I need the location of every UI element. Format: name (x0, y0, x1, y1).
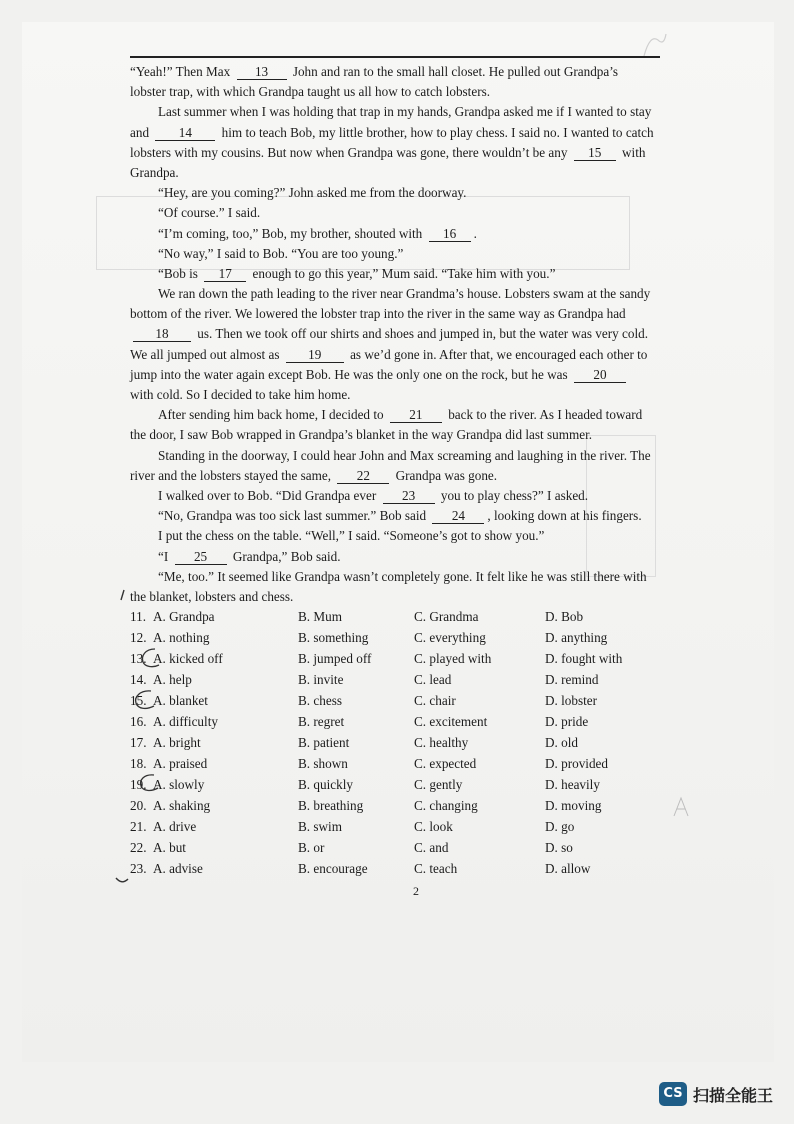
passage-line (130, 143, 678, 163)
option-d: D. anything (545, 630, 608, 645)
option-d: D. provided (545, 756, 608, 771)
passage-text: . (473, 225, 477, 241)
passage-text: you to play chess?” I asked. (437, 487, 589, 503)
passage-line (130, 547, 678, 567)
question-number: 11. (130, 609, 146, 624)
passage-text: “I’m coming, too,” Bob, my brother, shouted with (158, 225, 426, 241)
passage-line (130, 526, 678, 546)
option-a: A. help (153, 672, 192, 687)
passage-line (130, 466, 678, 486)
option-d: D. pride (545, 714, 589, 729)
option-c: C. lead (414, 672, 452, 687)
passage-line (130, 405, 678, 425)
passage-text: Grandpa was gone. (392, 467, 498, 483)
passage-line (130, 284, 678, 304)
answer-options (130, 606, 690, 879)
passage-text: back to the river. As I headed toward (444, 407, 643, 423)
passage-text: , looking down at his fingers. (487, 508, 642, 524)
option-b: B. patient (298, 735, 350, 750)
option-a: A. advise (153, 861, 203, 876)
passage-text: the blanket, lobsters and chess. (130, 588, 294, 604)
question-number: 22. (130, 840, 147, 855)
blank-24: 24 (432, 508, 484, 524)
option-b: B. invite (298, 672, 344, 687)
passage-line (130, 123, 678, 143)
blank-14: 14 (155, 125, 215, 141)
passage-line (130, 506, 678, 526)
question-number: 18. (130, 756, 147, 771)
option-a: A. shaking (153, 798, 211, 813)
option-row (130, 732, 690, 753)
question-number: 21. (130, 819, 147, 834)
passage-text: “I (158, 548, 172, 564)
passage-line (130, 62, 678, 82)
option-row (130, 858, 690, 879)
option-a: A. slowly (153, 777, 205, 792)
option-c: C. Grandma (414, 609, 479, 624)
option-b: B. Mum (298, 609, 342, 624)
passage-text: I walked over to Bob. “Did Grandpa ever (158, 487, 380, 503)
passage-line (130, 203, 678, 223)
question-number: 19. (130, 777, 147, 792)
blank-20: 20 (574, 367, 626, 383)
option-b: B. chess (298, 693, 342, 708)
option-row (130, 711, 690, 732)
camscanner-label: 扫描全能王 (693, 1085, 774, 1105)
blank-19: 19 (286, 347, 344, 363)
option-c: C. everything (414, 630, 486, 645)
passage-text: “Of course.” I said. (158, 205, 261, 221)
passage-text: jump into the water again except Bob. He was the only one on the rock, but he was (130, 366, 571, 382)
option-d: D. so (545, 840, 573, 855)
option-b: B. something (298, 630, 369, 645)
option-b: B. swim (298, 819, 342, 834)
question-number: 15. (130, 693, 147, 708)
passage-text: as we’d gone in. After that, we encouraged each other to (346, 346, 648, 362)
pen-tick-icon (114, 876, 130, 886)
passage-line (130, 486, 678, 506)
circled-answer-13-icon (139, 647, 169, 669)
question-number: 20. (130, 798, 147, 813)
passage-line (130, 385, 678, 405)
passage-line (130, 244, 678, 264)
option-row (130, 774, 690, 795)
circled-answer-19-icon (137, 772, 167, 794)
passage-text: I put the chess on the table. “Well,” I said. “Someone’s got to show you.” (158, 528, 545, 544)
option-row (130, 795, 690, 816)
passage-text: Standing in the doorway, I could hear John and Max screaming and laughing in the river. The (158, 447, 651, 463)
passage-text: Grandpa. (130, 164, 179, 180)
camscanner-logo-icon: CS (659, 1082, 687, 1106)
option-a: A. drive (153, 819, 197, 834)
passage-text: We ran down the path leading to the river near Grandma’s house. Lobsters swam at the sandy (158, 286, 651, 302)
passage-text: “Me, too.” It seemed like Grandpa wasn’t completely gone. It felt like he was still there with (158, 568, 647, 584)
option-d: D. lobster (545, 693, 598, 708)
passage-text: enough to go this year,” Mum said. “Take him with you.” (249, 265, 556, 281)
question-number: 14. (130, 672, 147, 687)
blank-21: 21 (390, 407, 442, 423)
blank-18: 18 (133, 326, 191, 342)
option-row (130, 837, 690, 858)
option-row (130, 606, 690, 627)
option-row (130, 669, 690, 690)
option-b: B. regret (298, 714, 345, 729)
option-d: D. allow (545, 861, 591, 876)
blank-22: 22 (337, 468, 389, 484)
option-a: A. bright (153, 735, 201, 750)
circled-answer-15-icon (133, 689, 163, 711)
question-number: 12. (130, 630, 147, 645)
passage-text: After sending him back home, I decided to (158, 407, 387, 423)
passage-line (130, 224, 678, 244)
option-a: A. nothing (153, 630, 210, 645)
passage-line (130, 446, 678, 466)
passage-text: river and the lobsters stayed the same, (130, 467, 335, 483)
option-a: A. difficulty (153, 714, 218, 729)
option-row (130, 627, 690, 648)
option-c: C. chair (414, 693, 456, 708)
option-b: B. shown (298, 756, 348, 771)
passage-line (130, 102, 678, 122)
option-row (130, 648, 690, 669)
option-d: D. heavily (545, 777, 600, 792)
passage-text: us. Then we took off our shirts and shoes and jumped in, but the water was very cold. (194, 326, 649, 342)
option-c: C. expected (414, 756, 477, 771)
passage-line (130, 163, 678, 183)
passage-line (130, 304, 678, 324)
option-b: B. breathing (298, 798, 364, 813)
passage-text: bottom of the river. We lowered the lobster trap into the river in the same way as Grandpa had (130, 306, 626, 322)
option-c: C. and (414, 840, 449, 855)
option-row (130, 690, 690, 711)
passage-text: “Hey, are you coming?” John asked me from the doorway. (158, 185, 467, 201)
option-d: D. fought with (545, 651, 623, 666)
option-c: C. changing (414, 798, 478, 813)
option-b: B. quickly (298, 777, 353, 792)
passage-line (130, 324, 678, 344)
passage-text: the door, I saw Bob wrapped in Grandpa’s blanket in the way Grandpa did last summer. (130, 427, 593, 443)
question-number: 23. (130, 861, 147, 876)
passage-text: and (130, 124, 153, 140)
option-c: C. excitement (414, 714, 488, 729)
question-number: 17. (130, 735, 147, 750)
option-row (130, 816, 690, 837)
pen-mark-icon (118, 588, 128, 602)
option-a: A. but (153, 840, 186, 855)
passage-line (130, 264, 678, 284)
blank-16: 16 (429, 226, 471, 242)
option-d: D. Bob (545, 609, 584, 624)
option-a: A. Grandpa (153, 609, 215, 624)
passage-text: lobsters with my cousins. But now when Grandpa was gone, there wouldn’t be any (130, 144, 571, 160)
page-number: 2 (413, 884, 419, 898)
blank-13: 13 (237, 64, 287, 80)
option-b: B. encourage (298, 861, 368, 876)
option-c: C. look (414, 819, 453, 834)
blank-15: 15 (574, 145, 616, 161)
option-a: A. kicked off (153, 651, 223, 666)
option-d: D. moving (545, 798, 602, 813)
blank-23: 23 (383, 488, 435, 504)
blank-25: 25 (175, 549, 227, 565)
passage-line (130, 82, 678, 102)
option-b: B. jumped off (298, 651, 372, 666)
camscanner-watermark (659, 1082, 773, 1106)
passage-text: Grandpa,” Bob said. (229, 548, 341, 564)
question-number: 16. (130, 714, 147, 729)
option-d: D. old (545, 735, 578, 750)
option-d: D. go (545, 819, 575, 834)
option-a: A. blanket (153, 693, 208, 708)
passage-text: Last summer when I was holding that trap in my hands, Grandpa asked me if I wanted to stay (158, 104, 652, 120)
passage-text: with (618, 144, 646, 160)
option-c: C. healthy (414, 735, 469, 750)
passage-text: lobster trap, with which Grandpa taught us all how to catch lobsters. (130, 84, 491, 100)
passage-text: “Yeah!” Then Max (130, 64, 234, 79)
option-d: D. remind (545, 672, 599, 687)
passage-text: John and ran to the small hall closet. He pulled out Grandpa’s (289, 64, 619, 79)
passage-line (130, 365, 678, 385)
blank-17: 17 (204, 266, 246, 282)
passage-line (130, 587, 678, 607)
passage-line (130, 567, 678, 587)
option-c: C. gently (414, 777, 463, 792)
passage-line (130, 425, 678, 445)
passage-text: with cold. So I decided to take him home. (130, 387, 351, 402)
option-row (130, 753, 690, 774)
option-c: C. teach (414, 861, 458, 876)
passage-text: “No way,” I said to Bob. “You are too young.” (158, 245, 404, 261)
passage-text: We all jumped out almost as (130, 346, 283, 362)
option-b: B. or (298, 840, 325, 855)
passage-text: “No, Grandpa was too sick last summer.” Bob said (158, 508, 430, 524)
passage-line (130, 345, 678, 365)
passage-text: “Bob is (158, 265, 202, 281)
passage-text: him to teach Bob, my little brother, how to play chess. I said no. I wanted to catch (218, 124, 654, 140)
passage-line (130, 183, 678, 203)
cloze-passage (130, 62, 678, 607)
header-rule (130, 56, 660, 58)
option-a: A. praised (153, 756, 208, 771)
question-number: 13. (130, 651, 147, 666)
option-c: C. played with (414, 651, 492, 666)
